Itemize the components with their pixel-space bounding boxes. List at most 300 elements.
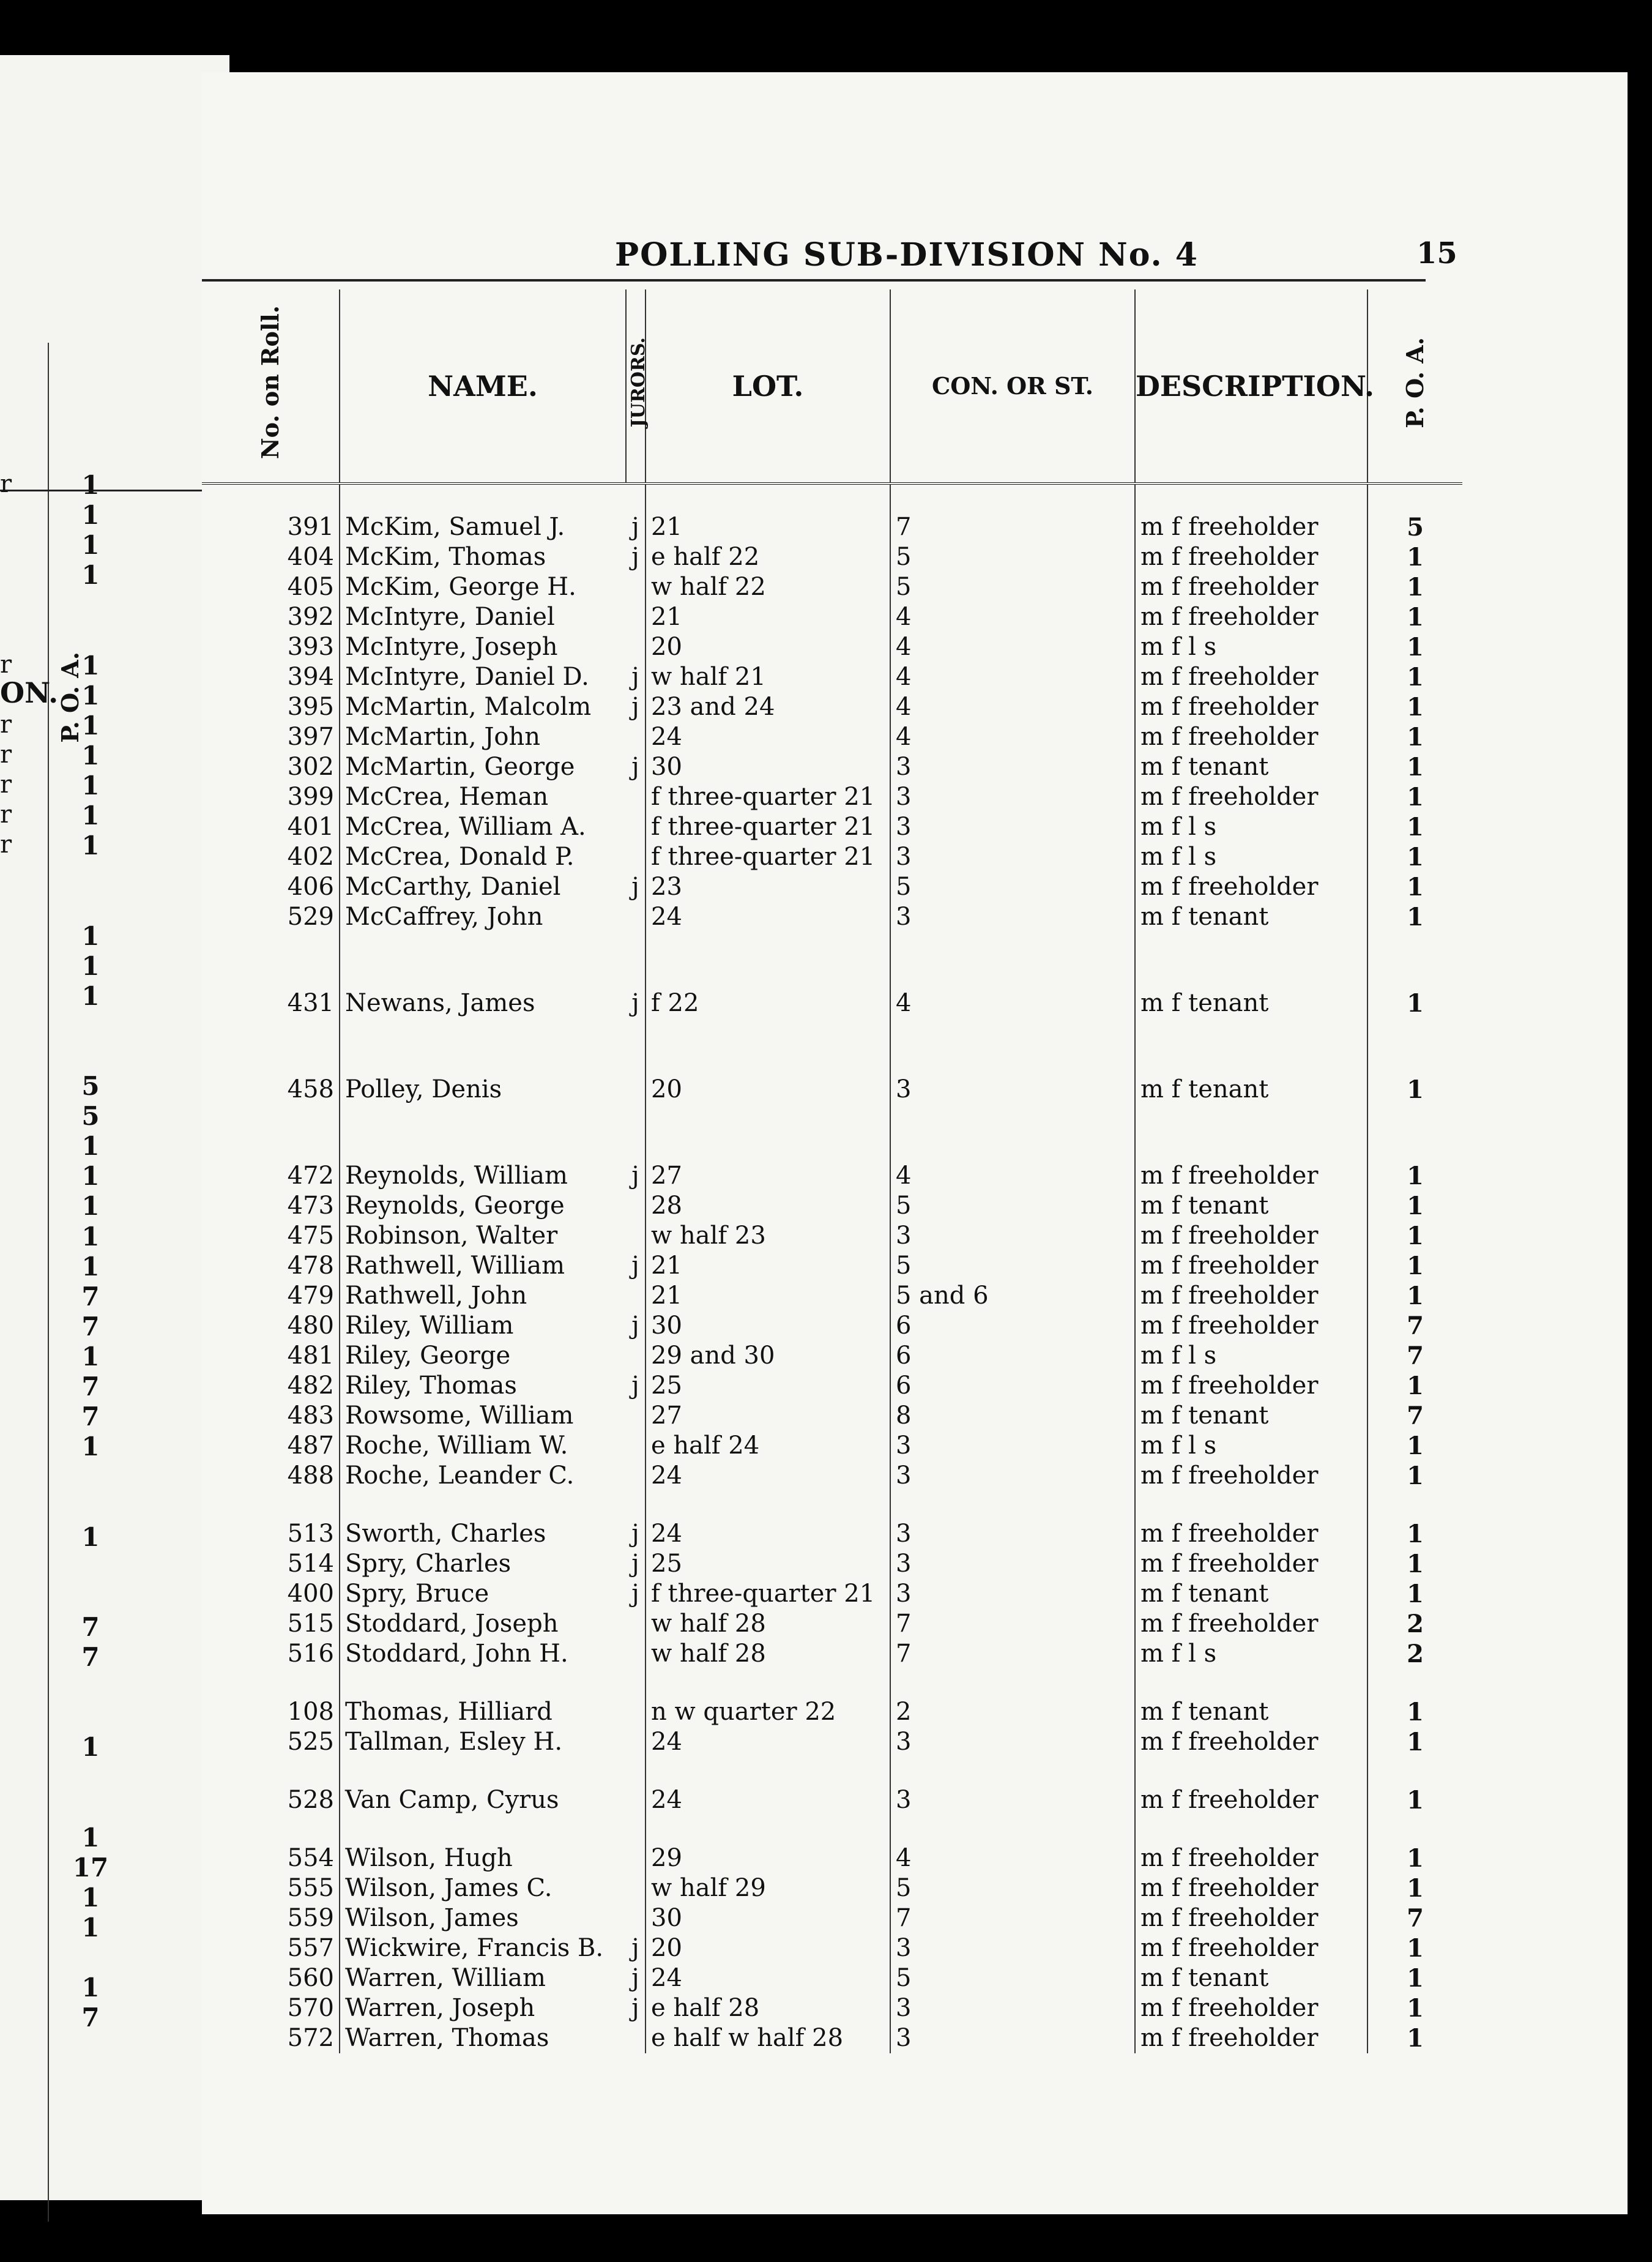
- page-number: 15: [1416, 236, 1457, 271]
- lot-cell: 27: [646, 1161, 890, 1191]
- description-cell: m f freeholder: [1135, 572, 1367, 602]
- empty-cell: [1367, 1047, 1462, 1075]
- table-body: [202, 483, 1462, 2053]
- no-on-roll-header: [202, 289, 340, 483]
- roll-number-cell: 394: [287, 663, 334, 691]
- table-row: [202, 483, 1462, 542]
- prev-poa-cell: 5: [81, 1101, 100, 1132]
- roll-number-cell: 395: [287, 693, 334, 721]
- prev-poa-cell: 1: [81, 1521, 100, 1552]
- name-cell: Riley, William: [340, 1311, 626, 1341]
- table-row: [202, 1843, 1462, 1873]
- roll-number-cell: 555: [287, 1874, 334, 1902]
- table-row: [202, 1401, 1462, 1431]
- spacer-row: [202, 932, 1462, 960]
- empty-cell: [202, 1669, 340, 1697]
- prev-poa-cell: 1: [81, 801, 100, 831]
- name-cell: Riley, George: [340, 1341, 626, 1371]
- lot-cell: 21: [646, 602, 890, 632]
- lot-cell: f 22: [646, 988, 890, 1018]
- name-cell: Stoddard, Joseph: [340, 1609, 626, 1639]
- lot-cell: 30: [646, 1903, 890, 1933]
- roll-number-cell: 399: [287, 783, 334, 811]
- empty-cell: [340, 1047, 626, 1075]
- jurors-cell: [626, 1281, 646, 1311]
- prev-poa-cell: 1: [81, 470, 100, 500]
- name-cell: McIntyre, Joseph: [340, 632, 626, 662]
- empty-cell: [340, 960, 626, 988]
- lot-cell: e half 24: [646, 1431, 890, 1461]
- poa-cell: 1: [1367, 1549, 1462, 1579]
- name-cell: Reynolds, George: [340, 1191, 626, 1221]
- empty-cell: [340, 1815, 626, 1843]
- empty-cell: [340, 1133, 626, 1161]
- lot-cell: e half 22: [646, 542, 890, 572]
- prev-desc-cell: r: [0, 650, 12, 679]
- jurors-cell: j: [631, 1520, 639, 1548]
- con-cell: 2: [890, 1697, 1135, 1727]
- jurors-cell: j: [631, 513, 639, 541]
- roll-number-cell: 483: [287, 1402, 334, 1430]
- roll-number-cell: 431: [287, 989, 334, 1017]
- poa-header: [1367, 289, 1462, 483]
- spacer-row: [202, 960, 1462, 988]
- table-row: [202, 722, 1462, 752]
- name-cell: McIntyre, Daniel: [340, 602, 626, 632]
- empty-cell: [340, 1491, 626, 1519]
- con-cell: 3: [890, 1549, 1135, 1579]
- poa-cell: 1: [1367, 1993, 1462, 2023]
- poa-cell: 1: [1367, 1579, 1462, 1609]
- prev-poa-cell: 1: [81, 1973, 100, 2003]
- jurors-cell: [626, 782, 646, 812]
- empty-cell: [646, 1047, 890, 1075]
- roll-number-cell: 482: [287, 1372, 334, 1400]
- name-cell: McCarthy, Daniel: [340, 872, 626, 902]
- empty-cell: [890, 1757, 1135, 1785]
- empty-cell: [340, 1018, 626, 1047]
- lot-cell: 27: [646, 1401, 890, 1431]
- poa-cell: 1: [1367, 1161, 1462, 1191]
- jurors-cell: [626, 1903, 646, 1933]
- name-cell: McKim, George H.: [340, 572, 626, 602]
- empty-cell: [626, 932, 646, 960]
- name-cell: Newans, James: [340, 988, 626, 1018]
- con-cell: 6: [890, 1371, 1135, 1401]
- roll-number-cell: 513: [287, 1520, 334, 1548]
- table-row: [202, 1873, 1462, 1903]
- prev-poa-cell: 1: [81, 980, 100, 1011]
- name-cell: Rathwell, William: [340, 1251, 626, 1281]
- table-row: [202, 1341, 1462, 1371]
- jurors-cell: [626, 1785, 646, 1815]
- voters-roll-table: [202, 289, 1462, 2053]
- empty-cell: [890, 1018, 1135, 1047]
- table-row: [202, 1785, 1462, 1815]
- empty-cell: [1135, 1133, 1367, 1161]
- jurors-cell: j: [631, 543, 639, 571]
- empty-cell: [626, 960, 646, 988]
- con-cell: 6: [890, 1311, 1135, 1341]
- name-cell: Reynolds, William: [340, 1161, 626, 1191]
- table-row: [202, 1161, 1462, 1191]
- prev-poa-cell: 1: [81, 1732, 100, 1763]
- prev-poa-cell: 1: [81, 1882, 100, 1913]
- lot-cell: w half 21: [646, 662, 890, 692]
- poa-cell: 1: [1367, 782, 1462, 812]
- table-row: [202, 1191, 1462, 1221]
- poa-cell: 1: [1367, 572, 1462, 602]
- header-rule: [202, 279, 1426, 282]
- empty-cell: [626, 1669, 646, 1697]
- description-cell: m f freeholder: [1135, 1785, 1367, 1815]
- jurors-cell: [626, 1075, 646, 1105]
- lot-cell: w half 29: [646, 1873, 890, 1903]
- empty-cell: [626, 1757, 646, 1785]
- con-cell: 8: [890, 1401, 1135, 1431]
- empty-cell: [890, 960, 1135, 988]
- lot-cell: n w quarter 22: [646, 1697, 890, 1727]
- empty-cell: [340, 1105, 626, 1133]
- poa-cell: 1: [1367, 1785, 1462, 1815]
- con-cell: 3: [890, 1785, 1135, 1815]
- con-cell: 3: [890, 1727, 1135, 1757]
- prev-poa-cell: 1: [81, 680, 100, 711]
- roll-number-cell: 397: [287, 723, 334, 751]
- con-cell: 4: [890, 1843, 1135, 1873]
- table-row: [202, 1251, 1462, 1281]
- prev-poa-cell: 1: [81, 920, 100, 951]
- description-cell: m f tenant: [1135, 1963, 1367, 1993]
- con-cell: 4: [890, 722, 1135, 752]
- table-row: [202, 1903, 1462, 1933]
- lot-cell: f three-quarter 21: [646, 1579, 890, 1609]
- poa-cell: 2: [1367, 1609, 1462, 1639]
- con-cell: 3: [890, 1221, 1135, 1251]
- con-cell: 7: [890, 1639, 1135, 1669]
- description-cell: m f l s: [1135, 1431, 1367, 1461]
- prev-desc-cell: r: [0, 831, 12, 859]
- roll-number-cell: 391: [287, 513, 334, 541]
- spacer-row: [202, 1491, 1462, 1519]
- poa-cell: 1: [1367, 988, 1462, 1018]
- table-row: [202, 602, 1462, 632]
- roll-number-cell: 405: [287, 573, 334, 601]
- table-header-row: [202, 289, 1462, 483]
- jurors-cell: [626, 1873, 646, 1903]
- table-row: [202, 1933, 1462, 1963]
- spacer-row: [202, 1757, 1462, 1785]
- description-cell: m f freeholder: [1135, 1371, 1367, 1401]
- lot-cell: f three-quarter 21: [646, 782, 890, 812]
- prev-poa-cell: 1: [81, 1161, 100, 1192]
- lot-cell: 20: [646, 1933, 890, 1963]
- con-cell: 5: [890, 542, 1135, 572]
- empty-cell: [646, 1018, 890, 1047]
- lot-cell: 24: [646, 1519, 890, 1549]
- name-cell: Tallman, Esley H.: [340, 1727, 626, 1757]
- table-row: [202, 1963, 1462, 1993]
- description-cell: m f tenant: [1135, 1401, 1367, 1431]
- name-header: NAME.: [340, 289, 626, 483]
- con-cell: 3: [890, 1461, 1135, 1491]
- con-cell: 3: [890, 2023, 1135, 2053]
- empty-cell: [1135, 1669, 1367, 1697]
- lot-cell: 21: [646, 1281, 890, 1311]
- lot-cell: 20: [646, 1075, 890, 1105]
- lot-cell: w half 28: [646, 1639, 890, 1669]
- empty-cell: [626, 1047, 646, 1075]
- roll-number-cell: 554: [287, 1844, 334, 1872]
- lot-cell: 30: [646, 752, 890, 782]
- empty-cell: [1135, 1105, 1367, 1133]
- poa-label: P. O. A.: [1401, 337, 1429, 428]
- table-row: [202, 662, 1462, 692]
- table-row: [202, 752, 1462, 782]
- jurors-cell: [626, 1843, 646, 1873]
- con-cell: 3: [890, 1075, 1135, 1105]
- table-row: [202, 1075, 1462, 1105]
- poa-cell: 1: [1367, 542, 1462, 572]
- prev-poa-cell: 7: [81, 2003, 100, 2033]
- jurors-cell: [626, 902, 646, 932]
- table-row: [202, 1639, 1462, 1669]
- table-row: [202, 2023, 1462, 2053]
- empty-cell: [1135, 1491, 1367, 1519]
- description-cell: m f freeholder: [1135, 1519, 1367, 1549]
- empty-cell: [202, 960, 340, 988]
- poa-cell: 1: [1367, 1933, 1462, 1963]
- table-row: [202, 542, 1462, 572]
- name-cell: Wilson, James C.: [340, 1873, 626, 1903]
- lot-cell: w half 22: [646, 572, 890, 602]
- con-cell: 3: [890, 1431, 1135, 1461]
- roll-number-cell: 458: [287, 1075, 334, 1103]
- con-cell: 4: [890, 692, 1135, 722]
- table-row: [202, 988, 1462, 1018]
- con-cell: 3: [890, 902, 1135, 932]
- name-cell: Wilson, Hugh: [340, 1843, 626, 1873]
- prev-poa-cell: 7: [81, 1311, 100, 1342]
- table-row: [202, 842, 1462, 872]
- table-row: [202, 572, 1462, 602]
- empty-cell: [1135, 1018, 1367, 1047]
- prev-poa-cell: 7: [81, 1611, 100, 1642]
- roll-number-cell: 528: [287, 1786, 334, 1814]
- previous-page-header: [0, 343, 229, 743]
- poa-cell: 1: [1367, 1075, 1462, 1105]
- lot-cell: 20: [646, 632, 890, 662]
- lot-cell: w half 23: [646, 1221, 890, 1251]
- empty-cell: [1367, 1133, 1462, 1161]
- lot-cell: w half 28: [646, 1609, 890, 1639]
- prev-poa-cell: 1: [81, 560, 100, 591]
- poa-cell: 1: [1367, 662, 1462, 692]
- poa-cell: 1: [1367, 2023, 1462, 2053]
- empty-cell: [202, 1757, 340, 1785]
- roll-number-cell: 401: [287, 813, 334, 841]
- prev-poa-cell: 1: [81, 1912, 100, 1943]
- prev-desc-cell: r: [0, 740, 12, 769]
- jurors-cell: j: [631, 1252, 639, 1280]
- poa-cell: 1: [1367, 632, 1462, 662]
- table-row: [202, 1371, 1462, 1401]
- name-cell: Spry, Charles: [340, 1549, 626, 1579]
- jurors-cell: j: [631, 1312, 639, 1340]
- empty-cell: [646, 1757, 890, 1785]
- con-or-st-header: CON. OR ST.: [890, 289, 1135, 483]
- name-cell: McKim, Samuel J.: [340, 483, 626, 542]
- running-head: POLLING SUB-DIVISION No. 4: [615, 236, 1199, 274]
- description-cell: m f l s: [1135, 1639, 1367, 1669]
- empty-cell: [646, 1491, 890, 1519]
- poa-cell: 1: [1367, 1461, 1462, 1491]
- name-cell: Warren, William: [340, 1963, 626, 1993]
- table-row: [202, 1993, 1462, 2023]
- poa-cell: 7: [1367, 1341, 1462, 1371]
- prev-desc-cell: r: [0, 801, 12, 829]
- no-on-roll-label: No. on Roll.: [256, 305, 284, 460]
- jurors-cell: [626, 1461, 646, 1491]
- roll-number-cell: 479: [287, 1282, 334, 1310]
- poa-cell: 1: [1367, 842, 1462, 872]
- spacer-row: [202, 1105, 1462, 1133]
- empty-cell: [646, 1669, 890, 1697]
- empty-cell: [202, 932, 340, 960]
- description-cell: m f freeholder: [1135, 692, 1367, 722]
- description-cell: m f tenant: [1135, 902, 1367, 932]
- empty-cell: [340, 1757, 626, 1785]
- roll-number-cell: 488: [287, 1461, 334, 1490]
- description-cell: m f l s: [1135, 812, 1367, 842]
- name-cell: Spry, Bruce: [340, 1579, 626, 1609]
- empty-cell: [626, 1491, 646, 1519]
- name-cell: McCaffrey, John: [340, 902, 626, 932]
- table-row: [202, 1461, 1462, 1491]
- roll-number-cell: 402: [287, 843, 334, 871]
- description-cell: m f freeholder: [1135, 1609, 1367, 1639]
- name-cell: Van Camp, Cyrus: [340, 1785, 626, 1815]
- empty-cell: [890, 1105, 1135, 1133]
- con-cell: 3: [890, 782, 1135, 812]
- jurors-cell: j: [631, 1994, 639, 2022]
- poa-cell: 1: [1367, 602, 1462, 632]
- jurors-cell: [626, 1639, 646, 1669]
- jurors-cell: [626, 1431, 646, 1461]
- spacer-row: [202, 1047, 1462, 1075]
- jurors-cell: j: [631, 1580, 639, 1608]
- con-cell: 3: [890, 842, 1135, 872]
- name-cell: Sworth, Charles: [340, 1519, 626, 1549]
- lot-cell: 25: [646, 1371, 890, 1401]
- jurors-cell: [626, 1609, 646, 1639]
- jurors-label: JURORS.: [628, 337, 649, 428]
- jurors-cell: j: [631, 1550, 639, 1578]
- jurors-cell: j: [631, 693, 639, 721]
- poa-cell: 1: [1367, 1221, 1462, 1251]
- name-cell: McCrea, Heman: [340, 782, 626, 812]
- jurors-cell: j: [631, 753, 639, 781]
- poa-cell: 1: [1367, 1191, 1462, 1221]
- prev-poa-cell: 7: [81, 1402, 100, 1432]
- empty-cell: [1135, 1815, 1367, 1843]
- description-cell: m f l s: [1135, 632, 1367, 662]
- description-cell: m f freeholder: [1135, 542, 1367, 572]
- con-cell: 3: [890, 1993, 1135, 2023]
- description-cell: m f freeholder: [1135, 782, 1367, 812]
- name-cell: Wickwire, Francis B.: [340, 1933, 626, 1963]
- roll-number-cell: 472: [287, 1162, 334, 1190]
- con-cell: 3: [890, 812, 1135, 842]
- name-cell: Stoddard, John H.: [340, 1639, 626, 1669]
- roll-number-cell: 302: [287, 753, 334, 781]
- table-row: [202, 1579, 1462, 1609]
- prev-poa-cell: 1: [81, 1221, 100, 1252]
- jurors-cell: [626, 1221, 646, 1251]
- poa-cell: 7: [1367, 1903, 1462, 1933]
- spacer-row: [202, 1018, 1462, 1047]
- empty-cell: [646, 932, 890, 960]
- roll-number-cell: 480: [287, 1312, 334, 1340]
- poa-cell: 1: [1367, 1519, 1462, 1549]
- prev-poa-cell: 1: [81, 650, 100, 681]
- spacer-row: [202, 1669, 1462, 1697]
- prev-poa-cell: 1: [81, 831, 100, 861]
- table-row: [202, 1519, 1462, 1549]
- prev-poa-cell: 1: [81, 950, 100, 981]
- empty-cell: [1367, 960, 1462, 988]
- description-cell: m f freeholder: [1135, 1281, 1367, 1311]
- name-cell: Warren, Joseph: [340, 1993, 626, 2023]
- empty-cell: [1135, 960, 1367, 988]
- empty-cell: [202, 1018, 340, 1047]
- prev-poa-cell: 1: [81, 500, 100, 531]
- description-cell: m f freeholder: [1135, 1873, 1367, 1903]
- lot-cell: 21: [646, 1251, 890, 1281]
- empty-cell: [1367, 1669, 1462, 1697]
- con-cell: 7: [890, 1609, 1135, 1639]
- roll-number-cell: 392: [287, 603, 334, 631]
- poa-cell: 1: [1367, 902, 1462, 932]
- roll-number-cell: 515: [287, 1610, 334, 1638]
- empty-cell: [1135, 1047, 1367, 1075]
- name-cell: McMartin, George: [340, 752, 626, 782]
- con-cell: 3: [890, 1933, 1135, 1963]
- name-cell: Riley, Thomas: [340, 1371, 626, 1401]
- table-row: [202, 902, 1462, 932]
- jurors-cell: [626, 1341, 646, 1371]
- jurors-cell: [626, 1727, 646, 1757]
- empty-cell: [202, 1133, 340, 1161]
- poa-cell: 1: [1367, 1251, 1462, 1281]
- table-row: [202, 1549, 1462, 1579]
- lot-cell: 24: [646, 1727, 890, 1757]
- empty-cell: [890, 1133, 1135, 1161]
- empty-cell: [202, 1491, 340, 1519]
- empty-cell: [202, 1815, 340, 1843]
- table-row: [202, 1281, 1462, 1311]
- empty-cell: [646, 1133, 890, 1161]
- name-cell: Roche, Leander C.: [340, 1461, 626, 1491]
- lot-cell: 30: [646, 1311, 890, 1341]
- description-cell: m f freeholder: [1135, 1933, 1367, 1963]
- con-cell: 5: [890, 572, 1135, 602]
- jurors-cell: j: [631, 873, 639, 901]
- column-rule: [48, 343, 49, 2222]
- roll-number-cell: 481: [287, 1342, 334, 1370]
- jurors-cell: j: [631, 1162, 639, 1190]
- empty-cell: [626, 1105, 646, 1133]
